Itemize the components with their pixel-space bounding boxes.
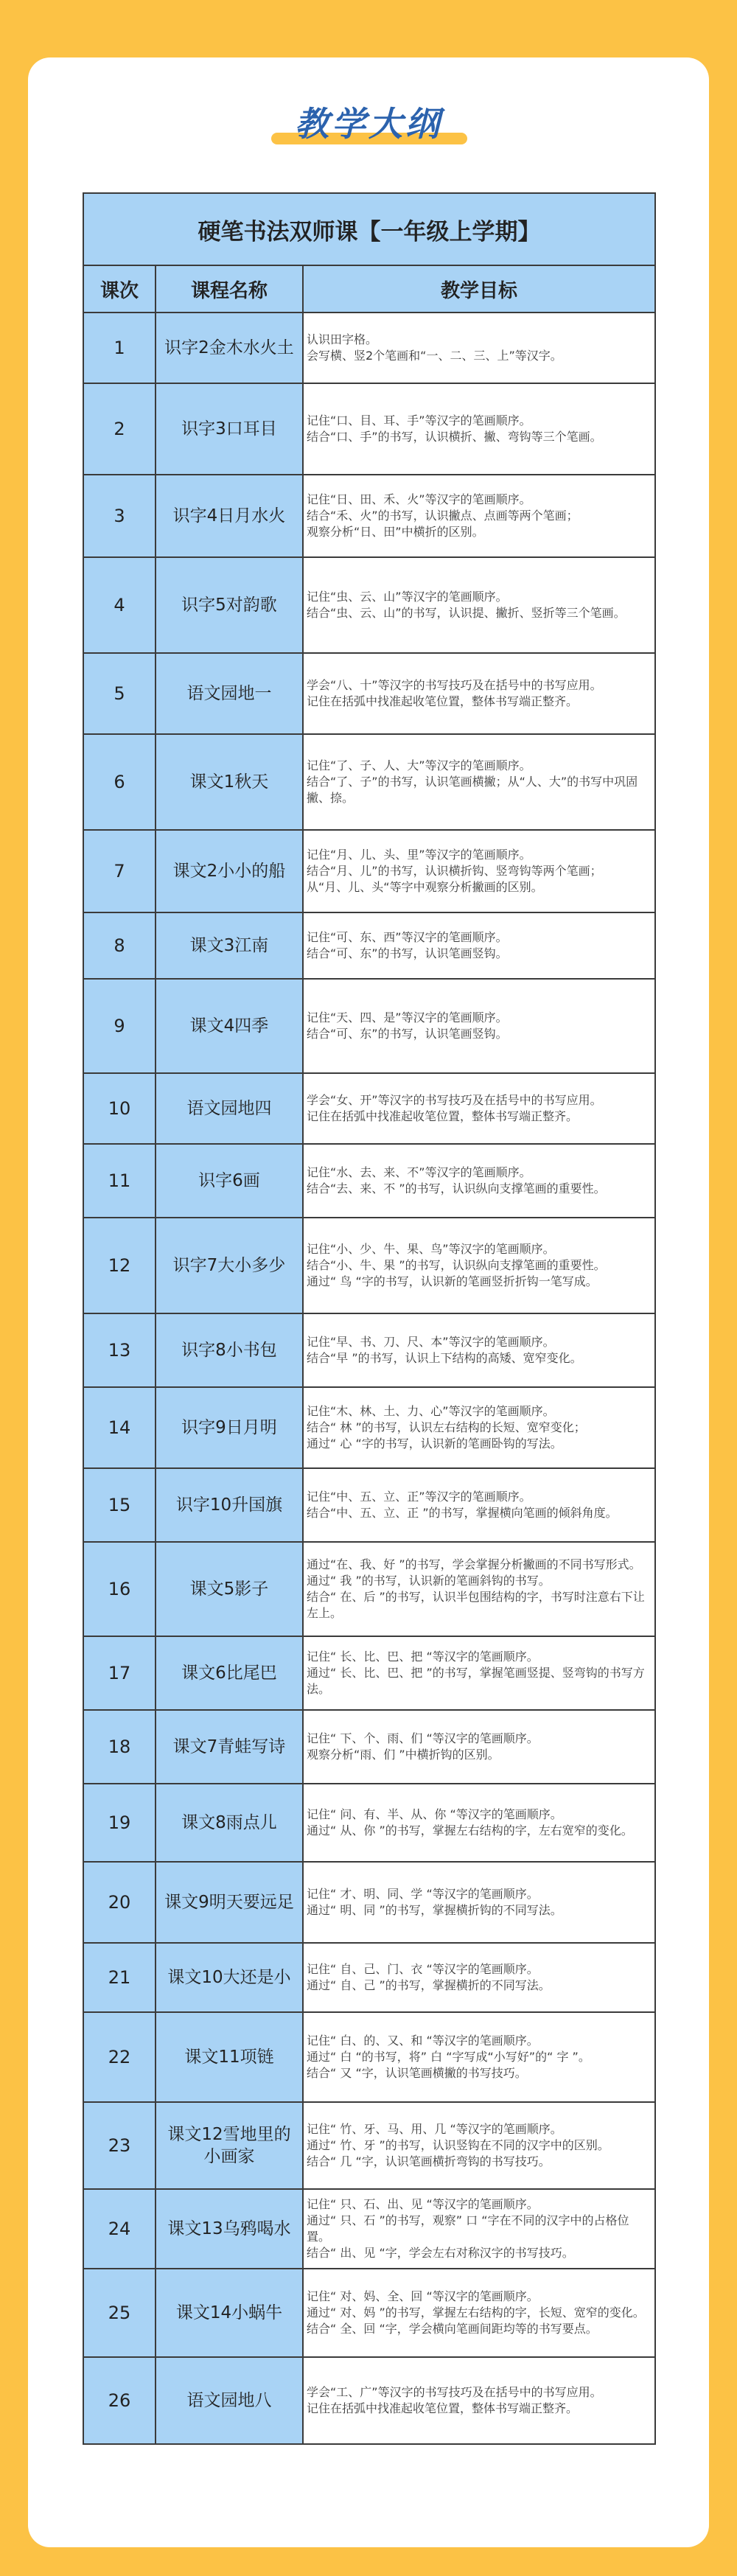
teaching-goal [303, 1218, 655, 1313]
goal-line: 学会“女、开”等汉字的书写技巧及在括号中的书写应用。 [307, 1093, 602, 1107]
goal-line: 记住“口、目、耳、手”等汉字的笔画顺序。 [307, 413, 531, 427]
table-row [83, 1636, 655, 1710]
lesson-number: 10 [83, 1073, 156, 1144]
lesson-number: 24 [83, 2189, 156, 2269]
course-name: 识字5对韵歌 [156, 557, 303, 653]
goal-line: 记住在括弧中找准起收笔位置，整体书写端正整齐。 [307, 694, 579, 708]
teaching-goal [303, 557, 655, 653]
goal-line: 记住“ 竹、牙、马、用、几 “等汉字的笔画顺序。 [307, 2122, 562, 2136]
course-name: 识字8小书包 [156, 1313, 303, 1387]
lesson-number: 26 [83, 2357, 156, 2444]
teaching-goal [303, 1784, 655, 1862]
table-row [83, 1542, 655, 1636]
goal-line: 结合“ 全、回 “字，学会横向笔画间距均等的书写要点。 [307, 2322, 598, 2336]
course-name: 课文14小蜗牛 [156, 2269, 303, 2357]
course-name: 语文园地一 [156, 653, 303, 734]
table-row [83, 2269, 655, 2357]
goal-line: 通过“在、我、好 ”的书写，学会掌握分析撇画的不同书写形式。 [307, 1557, 641, 1571]
goal-line: 结合“ 几 “字，认识笔画横折弯钩的书写技巧。 [307, 2154, 551, 2168]
goal-line: 结合“去、来、不 ”的书写，认识纵向支撑笔画的重要性。 [307, 1181, 606, 1195]
lesson-number: 6 [83, 734, 156, 830]
goal-line: 结合“禾、火”的书写，认识撇点、点画等两个笔画； [307, 509, 579, 523]
course-name: 识字4日月水火 [156, 475, 303, 557]
table-row [83, 979, 655, 1073]
goal-line: 结合“早 ”的书写，认识上下结构的高矮、宽窄变化。 [307, 1351, 582, 1365]
course-name: 课文10大还是小 [156, 1943, 303, 2012]
goal-line: 记住“ 只、石、出、见 “等汉字的笔画顺序。 [307, 2197, 539, 2211]
table-row [83, 912, 655, 979]
table-row [83, 2189, 655, 2269]
table-row [83, 383, 655, 475]
lesson-number: 25 [83, 2269, 156, 2357]
teaching-goal [303, 912, 655, 979]
course-name: 识字7大小多少 [156, 1218, 303, 1313]
goal-line: 记住在括弧中找准起收笔位置，整体书写端正整齐。 [307, 1109, 579, 1123]
course-name: 课文4四季 [156, 979, 303, 1073]
table-row [83, 2012, 655, 2102]
syllabus-table [83, 192, 656, 2445]
course-name: 语文园地八 [156, 2357, 303, 2444]
course-name: 课文1秋天 [156, 734, 303, 830]
table-row [83, 1073, 655, 1144]
goal-line: 记住“小、少、牛、果、鸟”等汉字的笔画顺序。 [307, 1242, 555, 1256]
goal-line: 结合“口、手”的书写，认识横折、撇、弯钩等三个笔画。 [307, 430, 602, 444]
goal-line: 观察分析“日、田”中横折的区别。 [307, 525, 484, 539]
lesson-number: 9 [83, 979, 156, 1073]
goal-line: 结合“虫、云、山”的书写，认识提、撇折、竖折等三个笔画。 [307, 606, 626, 620]
table-row [83, 313, 655, 383]
course-name: 识字3口耳目 [156, 383, 303, 475]
table-row [83, 1144, 655, 1218]
course-name: 课文6比尾巴 [156, 1636, 303, 1710]
goal-line: 通过“ 对、妈 ”的书写，掌握左右结构的字，长短、宽窄的变化。 [307, 2306, 645, 2320]
table-row [83, 1387, 655, 1468]
goal-line: 记住“ 白、的、又、和 “等汉字的笔画顺序。 [307, 2034, 539, 2048]
teaching-goal [303, 1468, 655, 1542]
course-name: 课文7青蛙写诗 [156, 1710, 303, 1784]
table-row [83, 1218, 655, 1313]
lesson-number: 15 [83, 1468, 156, 1542]
table-row [83, 1710, 655, 1784]
goal-line: 结合“小、牛、果 ”的书写，认识纵向支撑笔画的重要性。 [307, 1258, 606, 1272]
goal-line: 记住“了、子、人、大”等汉字的笔画顺序。 [307, 758, 531, 772]
lesson-number: 17 [83, 1636, 156, 1710]
lesson-number: 21 [83, 1943, 156, 2012]
lesson-number: 14 [83, 1387, 156, 1468]
goal-line: 学会“工、广”等汉字的书写技巧及在括号中的书写应用。 [307, 2385, 602, 2399]
table-title: 硬笔书法双师课【一年级上学期】 [83, 193, 655, 265]
teaching-goal [303, 1710, 655, 1784]
table-body [83, 313, 655, 2444]
lesson-number: 11 [83, 1144, 156, 1218]
goal-line: 结合“ 在、后 ”的书写，认识半包围结构的字，书写时注意右下让左上。 [307, 1590, 645, 1620]
goal-line: 记住“早、书、刀、尺、本”等汉字的笔画顺序。 [307, 1335, 555, 1349]
header-course-name: 课程名称 [156, 265, 303, 313]
goal-line: 通过“ 我 ”的书写，认识新的笔画斜钩的书写。 [307, 1574, 551, 1588]
lesson-number: 8 [83, 912, 156, 979]
goal-line: 记住“ 长、比、巴、把 “等汉字的笔画顺序。 [307, 1650, 539, 1664]
course-name: 课文3江南 [156, 912, 303, 979]
lesson-number: 16 [83, 1542, 156, 1636]
goal-line: 结合“ 出、见 “字，学会左右对称汉字的书写技巧。 [307, 2246, 574, 2260]
goal-line: 记住“ 对、妈、全、回 “等汉字的笔画顺序。 [307, 2289, 539, 2303]
course-name: 课文12雪地里的小画家 [156, 2102, 303, 2189]
goal-line: 结合“可、东”的书写，认识笔画竖钩。 [307, 946, 508, 960]
goal-line: 记住“ 自、己、门、衣 “等汉字的笔画顺序。 [307, 1962, 539, 1976]
teaching-goal [303, 979, 655, 1073]
goal-line: 通过“ 鸟 “字的书写，认识新的笔画竖折折钩一笔写成。 [307, 1274, 598, 1288]
goal-line: 记住“虫、云、山”等汉字的笔画顺序。 [307, 590, 508, 604]
teaching-goal [303, 2102, 655, 2189]
table-row [83, 653, 655, 734]
teaching-goal [303, 1387, 655, 1468]
lesson-number: 19 [83, 1784, 156, 1862]
teaching-goal [303, 830, 655, 912]
goal-line: 通过“ 只、石 ”的书写，观察” 口 “字在不同的汉字中的占格位置。 [307, 2213, 629, 2244]
lesson-number: 13 [83, 1313, 156, 1387]
course-name: 识字2金木水火土 [156, 313, 303, 383]
course-name: 课文11项链 [156, 2012, 303, 2102]
goal-line: 观察分析“雨、们 ”中横折钩的区别。 [307, 1748, 500, 1762]
lesson-number: 2 [83, 383, 156, 475]
lesson-number: 18 [83, 1710, 156, 1784]
goal-line: 记住“天、四、是”等汉字的笔画顺序。 [307, 1010, 508, 1025]
course-name: 识字6画 [156, 1144, 303, 1218]
course-name: 语文园地四 [156, 1073, 303, 1144]
course-name: 课文8雨点儿 [156, 1784, 303, 1862]
lesson-number: 4 [83, 557, 156, 653]
teaching-goal [303, 1943, 655, 2012]
goal-line: 结合“ 又 “字，认识笔画横撇的书写技巧。 [307, 2066, 527, 2080]
goal-line: 结合“月、儿”的书写，认识横折钩、竖弯钩等两个笔画； [307, 864, 602, 878]
teaching-goal [303, 2357, 655, 2444]
goal-line: 记住“可、东、西”等汉字的笔画顺序。 [307, 930, 508, 944]
content-card [28, 57, 709, 2547]
goal-line: 记住“木、林、土、力、心”等汉字的笔画顺序。 [307, 1404, 555, 1418]
teaching-goal [303, 1542, 655, 1636]
lesson-number: 1 [83, 313, 156, 383]
goal-line: 结合“可、东”的书写，认识笔画竖钩。 [307, 1027, 508, 1041]
goal-line: 通过“ 长、比、巴、把 ”的书写，掌握笔画竖提、竖弯钩的书写方法。 [307, 1666, 645, 1696]
lesson-number: 20 [83, 1862, 156, 1943]
goal-line: 记住“ 问、有、半、从、你 “等汉字的笔画顺序。 [307, 1807, 562, 1821]
goal-line: 通过“ 竹、牙 ”的书写，认识竖钩在不同的汉字中的区别。 [307, 2138, 609, 2152]
goal-line: 记住“ 下、个、雨、们 “等汉字的笔画顺序。 [307, 1731, 539, 1745]
lesson-number: 3 [83, 475, 156, 557]
goal-line: 通过“ 白 “的书写，将” 白 “字写成“小写好”的“ 字 ”。 [307, 2050, 590, 2064]
header-lesson-no: 课次 [83, 265, 156, 313]
table-row [83, 475, 655, 557]
course-name: 课文5影子 [156, 1542, 303, 1636]
goal-line: 记住“中、五、立、正”等汉字的笔画顺序。 [307, 1490, 531, 1504]
teaching-goal [303, 1073, 655, 1144]
goal-line: 记住“水、去、来、不”等汉字的笔画顺序。 [307, 1165, 531, 1179]
goal-line: 记住“月、儿、头、里”等汉字的笔画顺序。 [307, 848, 531, 862]
goal-line: 从“月、儿、头“等字中观察分析撇画的区别。 [307, 880, 543, 894]
goal-line: 通过“ 自、己 ”的书写，掌握横折的不同写法。 [307, 1978, 551, 1992]
table-row [83, 2357, 655, 2444]
table-row [83, 1468, 655, 1542]
page-heading [28, 102, 709, 161]
goal-line: 会写横、竖2个笔画和“一、二、三、上”等汉字。 [307, 349, 562, 363]
goal-line: 通过“ 明、同 ”的书写，掌握横折钩的不同写法。 [307, 1903, 562, 1917]
course-name: 课文9明天要远足 [156, 1862, 303, 1943]
lesson-number: 7 [83, 830, 156, 912]
table-row [83, 1862, 655, 1943]
goal-line: 通过“ 从、你 ”的书写，掌握左右结构的字，左右宽窄的变化。 [307, 1823, 633, 1837]
teaching-goal [303, 1313, 655, 1387]
course-name: 课文2小小的船 [156, 830, 303, 912]
teaching-goal [303, 2012, 655, 2102]
table-row [83, 734, 655, 830]
table-row [83, 2102, 655, 2189]
teaching-goal [303, 1862, 655, 1943]
course-name: 课文13乌鸦喝水 [156, 2189, 303, 2269]
lesson-number: 12 [83, 1218, 156, 1313]
teaching-goal [303, 475, 655, 557]
teaching-goal [303, 2189, 655, 2269]
table-row [83, 1784, 655, 1862]
teaching-goal [303, 1144, 655, 1218]
goal-line: 学会“八、十”等汉字的书写技巧及在括号中的书写应用。 [307, 678, 602, 692]
page-title: 教学大纲 [295, 104, 442, 144]
goal-line: 结合“ 林 ”的书写，认识左右结构的长短、宽窄变化； [307, 1420, 586, 1434]
goal-line: 认识田字格。 [307, 332, 378, 346]
table-row [83, 557, 655, 653]
goal-line: 记住“日、田、禾、火”等汉字的笔画顺序。 [307, 492, 531, 506]
goal-line: 记住“ 才、明、同、学 “等汉字的笔画顺序。 [307, 1887, 539, 1901]
course-name: 识字9日月明 [156, 1387, 303, 1468]
teaching-goal [303, 2269, 655, 2357]
teaching-goal [303, 313, 655, 383]
course-name: 识字10升国旗 [156, 1468, 303, 1542]
lesson-number: 23 [83, 2102, 156, 2189]
teaching-goal [303, 734, 655, 830]
teaching-goal [303, 383, 655, 475]
lesson-number: 5 [83, 653, 156, 734]
goal-line: 通过“ 心 “字的书写，认识新的笔画卧钩的写法。 [307, 1437, 562, 1451]
table-row [83, 830, 655, 912]
goal-line: 记住在括弧中找准起收笔位置，整体书写端正整齐。 [307, 2401, 579, 2415]
goal-line: 结合“了、子”的书写，认识笔画横撇；从“人、大”的书写中巩固撇、捺。 [307, 775, 638, 805]
header-teaching-goal: 教学目标 [303, 265, 655, 313]
teaching-goal [303, 1636, 655, 1710]
table-row [83, 1943, 655, 2012]
teaching-goal [303, 653, 655, 734]
goal-line: 结合“中、五、立、正 ”的书写，掌握横向笔画的倾斜角度。 [307, 1506, 618, 1520]
lesson-number: 22 [83, 2012, 156, 2102]
table-row [83, 1313, 655, 1387]
